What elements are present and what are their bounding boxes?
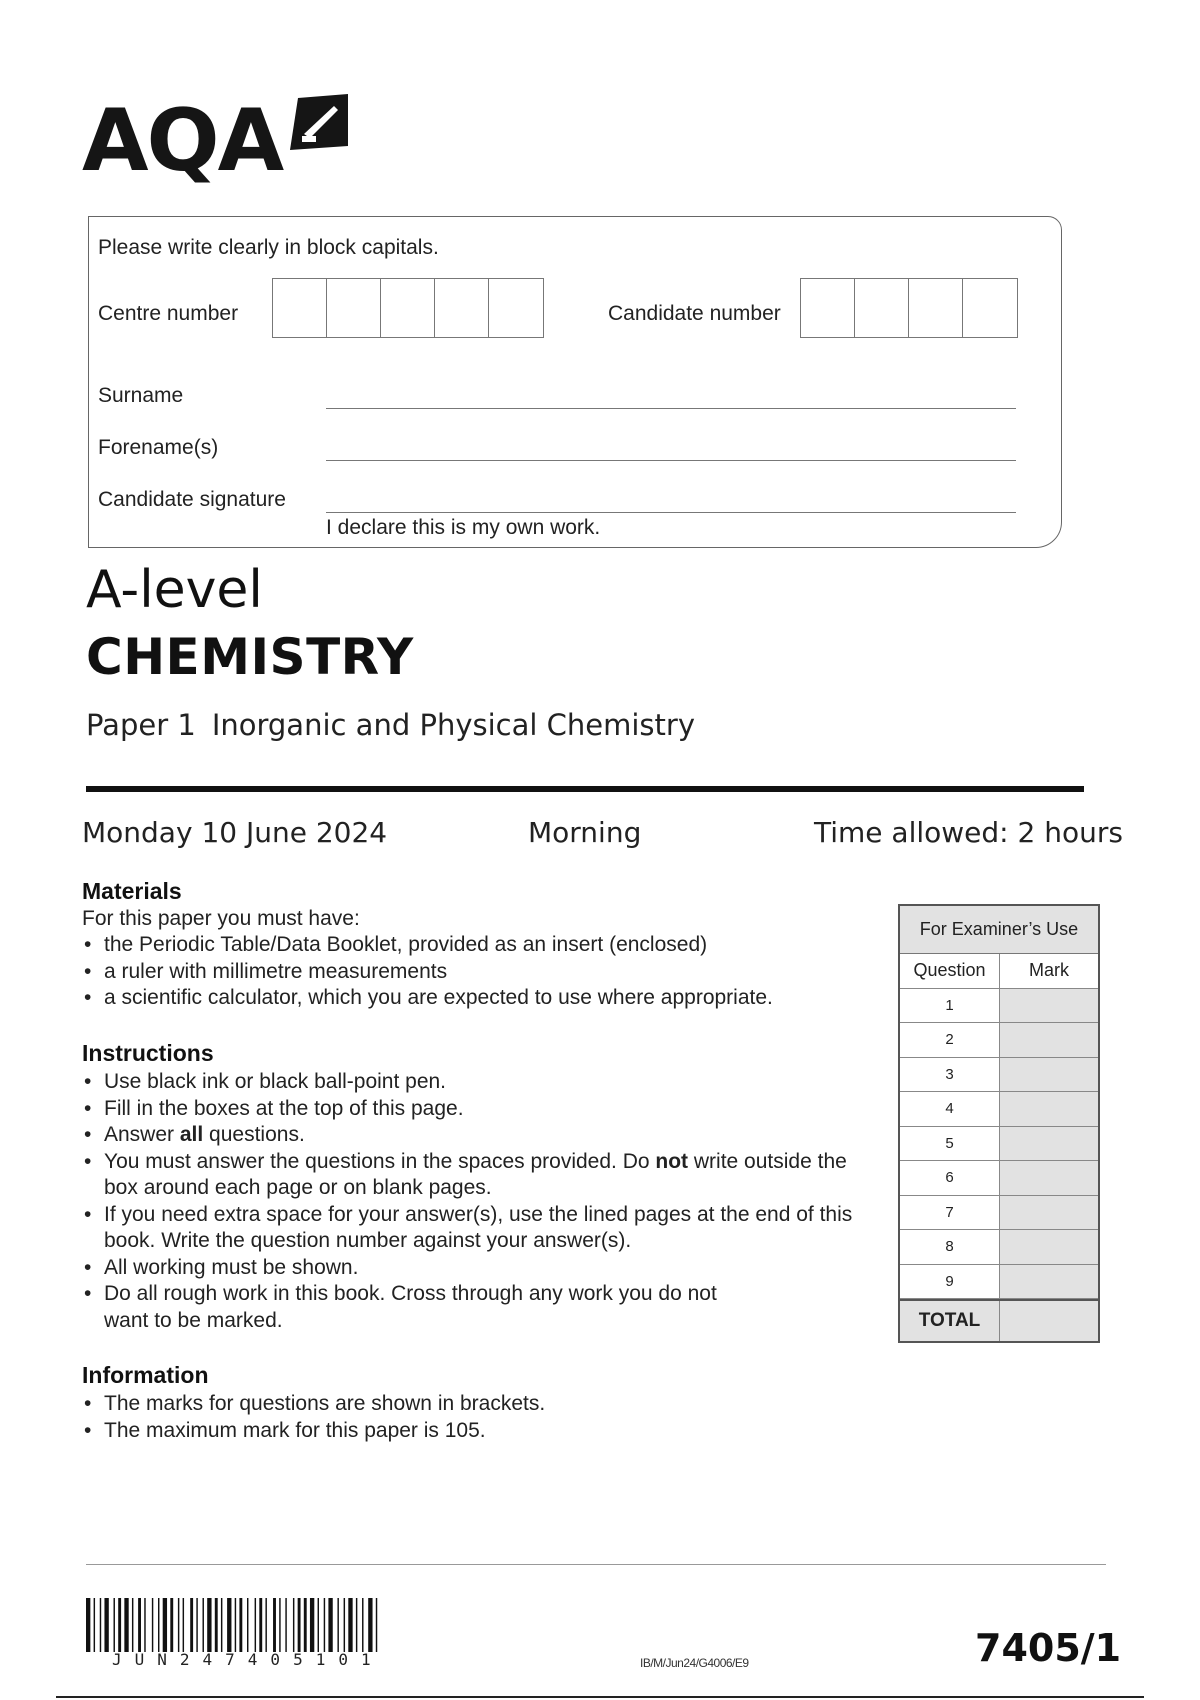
- signature-label: Candidate signature: [98, 488, 286, 511]
- barcode-icon: [86, 1598, 472, 1652]
- materials-intro: For this paper you must have:: [82, 907, 360, 930]
- materials-list: [82, 932, 872, 1012]
- block-capitals-instruction: Please write clearly in block capitals.: [98, 236, 439, 259]
- table-row: [900, 1023, 1098, 1058]
- paper-code: 7405/1: [975, 1626, 1122, 1670]
- candidate-number-digit-box[interactable]: [909, 279, 963, 337]
- paper-name: Inorganic and Physical Chemistry: [211, 708, 695, 742]
- candidate-number-label: Candidate number: [608, 302, 781, 325]
- list-item: • If you need extra space for your answer(s), use the lined pages at the end of this book. Write the question number against your answer(s).: [82, 1202, 872, 1255]
- mark-cell[interactable]: [1000, 1092, 1098, 1126]
- text-span: You must answer the questions in the spaces provided. Do: [104, 1149, 656, 1173]
- table-row: [900, 1230, 1098, 1265]
- total-mark-cell[interactable]: [1000, 1301, 1098, 1341]
- total-row: [900, 1299, 1098, 1341]
- paper-number: Paper 1: [86, 708, 196, 742]
- candidate-number-digit-box[interactable]: [963, 279, 1017, 337]
- text-span: questions.: [203, 1123, 305, 1146]
- question-number: 5: [900, 1127, 1000, 1161]
- centre-number-digit-box[interactable]: [381, 279, 435, 337]
- forenames-field[interactable]: [326, 460, 1016, 461]
- mark-cell[interactable]: [1000, 1196, 1098, 1230]
- information-heading: Information: [82, 1362, 209, 1388]
- centre-number-digit-box[interactable]: [435, 279, 489, 337]
- aqa-logo: [82, 92, 352, 192]
- forenames-label: Forename(s): [98, 436, 219, 459]
- table-row: [900, 989, 1098, 1024]
- document-reference: IB/M/Jun24/G4006/E9: [640, 1656, 749, 1670]
- candidate-number-boxes[interactable]: [800, 278, 1018, 338]
- list-item: • The maximum mark for this paper is 105.: [82, 1418, 872, 1445]
- candidate-number-digit-box[interactable]: [801, 279, 855, 337]
- mark-cell[interactable]: [1000, 1230, 1098, 1264]
- total-label: TOTAL: [900, 1301, 1000, 1341]
- question-number: 1: [900, 989, 1000, 1023]
- mark-cell[interactable]: [1000, 1023, 1098, 1057]
- list-item: • All working must be shown.: [82, 1255, 872, 1282]
- table-row: [900, 1161, 1098, 1196]
- qualification-level: A-level: [86, 560, 263, 620]
- page-bottom-rule: [56, 1696, 1144, 1698]
- barcode-digits: JUN247405101: [112, 1650, 384, 1669]
- time-allowed: Time allowed: 2 hours: [814, 816, 1123, 849]
- question-number: 9: [900, 1265, 1000, 1299]
- surname-label: Surname: [98, 384, 184, 407]
- table-row: [900, 1265, 1098, 1300]
- table-row: [900, 1092, 1098, 1127]
- examiners-use-header: For Examiner’s Use: [900, 906, 1098, 954]
- signature-field[interactable]: [326, 512, 1016, 513]
- list-item: • Use black ink or black ball-point pen.: [82, 1069, 872, 1096]
- logo-text: AQA: [82, 91, 283, 191]
- list-item: • the Periodic Table/Data Booklet, provided as an insert (enclosed): [82, 932, 872, 959]
- emphasis: not: [655, 1149, 689, 1173]
- question-number: 8: [900, 1230, 1000, 1264]
- instructions-heading: Instructions: [82, 1040, 214, 1066]
- question-number: 6: [900, 1161, 1000, 1195]
- mark-cell[interactable]: [1000, 1127, 1098, 1161]
- centre-number-boxes[interactable]: [272, 278, 544, 338]
- emphasis: all: [179, 1123, 204, 1146]
- instructions-list: [82, 1069, 872, 1334]
- list-item: • Fill in the boxes at the top of this page.: [82, 1096, 872, 1123]
- list-item: [82, 1149, 872, 1202]
- centre-number-digit-box[interactable]: [273, 279, 327, 337]
- table-row: [900, 1058, 1098, 1093]
- question-column-header: Question: [900, 954, 1000, 988]
- list-item: • a ruler with millimetre measurements: [82, 959, 872, 986]
- mark-cell[interactable]: [1000, 989, 1098, 1023]
- mark-cell[interactable]: [1000, 1161, 1098, 1195]
- footer-divider: [86, 1564, 1106, 1565]
- list-item: [82, 1122, 872, 1149]
- surname-field[interactable]: [326, 408, 1016, 409]
- centre-number-digit-box[interactable]: [327, 279, 381, 337]
- question-number: 3: [900, 1058, 1000, 1092]
- table-row: [900, 1127, 1098, 1162]
- title-divider: [86, 786, 1084, 792]
- paper-title: [86, 708, 695, 742]
- list-item: • a scientific calculator, which you are expected to use where appropriate.: [82, 985, 872, 1012]
- mark-column-header: Mark: [1000, 954, 1098, 988]
- information-list: [82, 1391, 872, 1444]
- mark-cell[interactable]: [1000, 1058, 1098, 1092]
- subject-title: CHEMISTRY: [86, 628, 414, 686]
- list-item: • Do all rough work in this book. Cross through any work you do not want to be marked.: [82, 1281, 762, 1334]
- candidate-number-digit-box[interactable]: [855, 279, 909, 337]
- examiners-use-table: [898, 904, 1100, 1343]
- table-row: [900, 1196, 1098, 1231]
- text-span: write outside the box around each page or on blank pages.: [104, 1149, 847, 1199]
- question-number: 2: [900, 1023, 1000, 1057]
- exam-date: Monday 10 June 2024: [82, 816, 388, 849]
- declaration-text: I declare this is my own work.: [326, 516, 601, 539]
- exam-session: Morning: [528, 816, 642, 849]
- table-header-row: [900, 954, 1098, 989]
- centre-number-digit-box[interactable]: [489, 279, 543, 337]
- list-item: • The marks for questions are shown in brackets.: [82, 1391, 872, 1418]
- question-number: 4: [900, 1092, 1000, 1126]
- text-span: Answer: [104, 1123, 180, 1146]
- question-number: 7: [900, 1196, 1000, 1230]
- mark-cell[interactable]: [1000, 1265, 1098, 1299]
- materials-heading: Materials: [82, 878, 182, 904]
- centre-number-label: Centre number: [98, 302, 239, 325]
- aqa-logo-mark-icon: [282, 92, 352, 154]
